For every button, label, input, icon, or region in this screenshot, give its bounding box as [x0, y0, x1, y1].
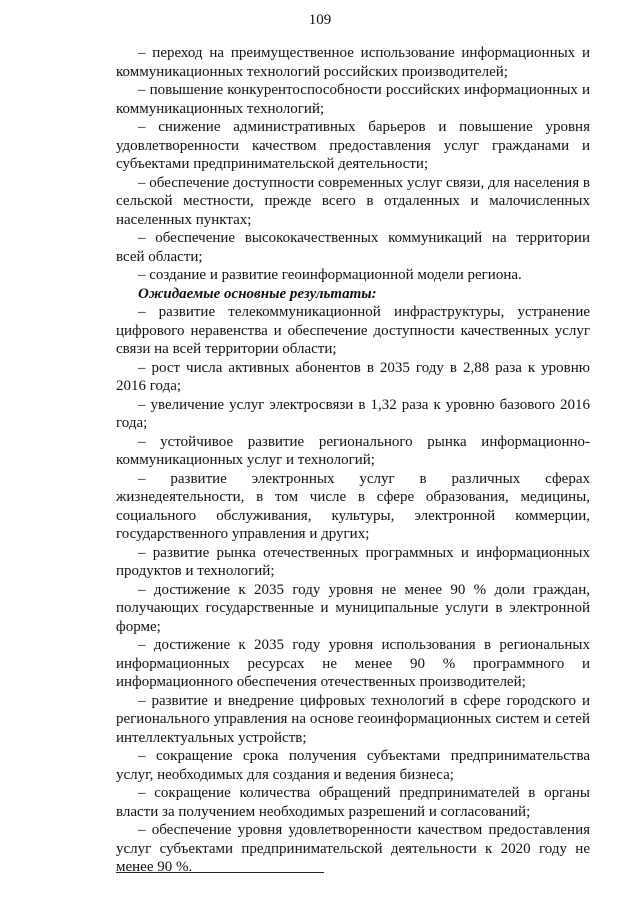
result-item: – развитие электронных услуг в различных сферах жизнедеятельности, в том числе в сфере образования, медицины, социального обслуживания, культуры, электронной коммерции, государственного управления и других; — [116, 470, 590, 542]
result-item: – устойчивое развитие регионального рынка информационно-коммуникационных услуг и технологий; — [116, 433, 590, 468]
task-item: – обеспечение доступности современных услуг связи, для населения в сельской местности, прежде всего в отдаленных и малочисленных населенных пунктах; — [116, 174, 590, 228]
footer-rule — [116, 872, 324, 873]
result-item: – развитие рынка отечественных программных и информационных продуктов и технологий; — [116, 544, 590, 579]
section-heading: Ожидаемые основные результаты: — [138, 285, 377, 302]
result-item: – развитие телекоммуникационной инфраструктуры, устранение цифрового неравенства и обеспечение доступности качественных услуг связи на всей территории области; — [116, 304, 590, 357]
result-item: – достижение к 2035 году уровня не менее 90 % доли граждан, получающих государственные и муниципальные услуги в электронной форме; — [116, 581, 590, 635]
task-item: – создание и развитие геоинформационной модели региона. — [138, 267, 522, 283]
task-item: – снижение административных барьеров и повышение уровня удовлетворенности качеством предоставления услуг гражданами и субъектами предпринимательской деятельности; — [116, 119, 590, 172]
task-item: – повышение конкурентоспособности российских информационных и коммуникационных технологий; — [116, 82, 590, 117]
result-item: – сокращение срока получения субъектами предпринимательства услуг, необходимых для создания и ведения бизнеса; — [116, 748, 590, 783]
result-item: – достижение к 2035 году уровня использования в региональных информационных ресурсах не менее 90 % программного и информационного обеспечения отечественных производителей; — [116, 637, 590, 690]
task-item: – обеспечение высококачественных коммуникаций на территории всей области; — [116, 230, 590, 265]
result-item: – развитие и внедрение цифровых технологий в сфере городского и регионального управления на основе геоинформационных систем и сетей интеллектуальных устройств; — [116, 692, 590, 746]
page-number: 109 — [308, 12, 332, 28]
task-item: – переход на преимущественное использование информационных и коммуникационных технологий российских производителей; — [116, 45, 590, 80]
result-item: – обеспечение уровня удовлетворенности качеством предоставления услуг субъектами предпринимательской деятельности к 2020 году не менее 90 %. — [116, 822, 590, 875]
result-item: – сокращение количества обращений предпринимателей в органы власти за получением необходимых разрешений и согласований; — [116, 785, 590, 820]
result-item: – увеличение услуг электросвязи в 1,32 раза к уровню базового 2016 года; — [116, 396, 590, 431]
result-item: – рост числа активных абонентов в 2035 году в 2,88 раза к уровню 2016 года; — [116, 359, 590, 394]
document-body — [116, 44, 590, 877]
